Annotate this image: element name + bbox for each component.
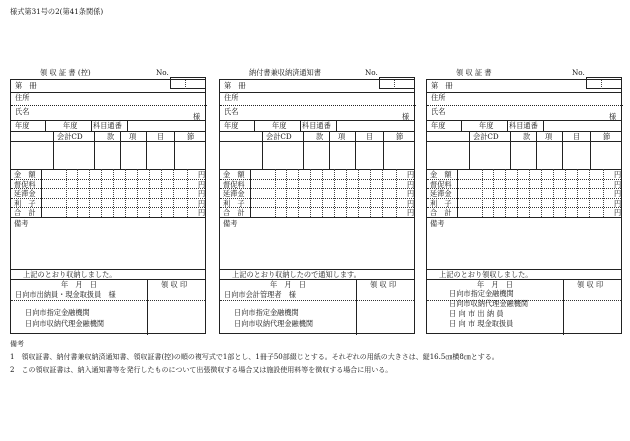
digit-divider (577, 169, 578, 217)
nendo-label: 年度 (15, 121, 30, 130)
notes-heading: 備考 (10, 340, 24, 348)
nendo2-label: 年度 (272, 121, 287, 130)
seal-label: 領 収 印 (161, 280, 188, 289)
statement: 上記のとおり領収しました。 (439, 270, 533, 279)
kamoku-end (543, 120, 544, 131)
column-divider (562, 131, 563, 169)
column-divider (383, 131, 384, 169)
kou-header: 項 (338, 132, 346, 141)
digit-divider (137, 169, 138, 217)
moku-header: 目 (573, 132, 581, 141)
digit-divider (589, 169, 590, 217)
digit-divider (529, 169, 530, 217)
row-label-divider (41, 169, 42, 217)
remarks-label: 備考 (430, 219, 445, 228)
grid-line (11, 300, 205, 301)
name-divider (11, 105, 207, 106)
issuer-line-1: 日向市出納員・現金取扱員 様 (15, 290, 116, 299)
note-item-1: 1 領収証書、納付書兼収納済通知書、領収証書(控)の順の複写式で1部とし、1冊子50部綴じとする。それぞれの用紙の大きさは、縦16.5㎝横8㎝とする。 (10, 353, 499, 361)
digit-divider (113, 169, 114, 217)
digit-divider (382, 169, 383, 217)
grid-line (427, 141, 621, 142)
no-label: No. (572, 68, 585, 77)
digit-divider (346, 169, 347, 217)
grid-line (11, 92, 205, 93)
digit-divider (517, 169, 518, 217)
seal-label: 領 収 印 (577, 280, 604, 289)
yen-label: 円 (407, 208, 415, 217)
no-label: No. (156, 68, 169, 77)
nendo-divider (461, 120, 462, 131)
name-divider (427, 105, 623, 106)
remarks-label: 備考 (223, 219, 238, 228)
yen-label: 円 (198, 170, 206, 179)
digit-divider (553, 169, 554, 217)
statement: 上記のとおり収納しました。 (23, 270, 117, 279)
column-divider (94, 131, 95, 169)
grid-line (427, 217, 621, 218)
panel-title: 納付書兼収納済通知書 (249, 68, 321, 77)
column-divider (174, 131, 175, 169)
digit-divider (322, 169, 323, 217)
amount-row-label: 金 額 (223, 170, 245, 179)
kamoku-label: 科目通番 (93, 121, 122, 130)
moku-header: 目 (366, 132, 374, 141)
grid-line (220, 92, 414, 93)
yen-label: 円 (198, 198, 206, 208)
issuer-line-2: 日向市指定金融機関 (234, 308, 299, 317)
amount-row-label: 合 計 (223, 208, 245, 217)
amount-row-label: 合 計 (430, 208, 452, 217)
digit-divider (482, 169, 483, 217)
digit-divider (101, 169, 102, 217)
column-divider (510, 131, 511, 169)
amount-row-label: 利 子 (14, 198, 36, 208)
yen-label: 円 (614, 198, 622, 208)
amount-row-label: 利 子 (430, 198, 452, 208)
name-label: 氏名 (431, 107, 446, 116)
digit-divider (77, 169, 78, 217)
nendo2-label: 年度 (63, 121, 78, 130)
digit-divider (370, 169, 371, 217)
moku-header: 目 (157, 132, 165, 141)
ledger-label: 第 冊 (224, 81, 246, 90)
setsu-header: 節 (187, 132, 195, 141)
code-header: 会計CD (473, 132, 499, 141)
issuer-line-2: 日向市収納代理金融機関 (449, 299, 529, 308)
seal-label: 領 収 印 (370, 280, 397, 289)
seal-divider (356, 279, 357, 335)
yen-label: 円 (198, 189, 206, 198)
kamoku-end (336, 120, 337, 131)
kamoku-divider (300, 120, 301, 131)
panel-title: 領 収 証 書 (456, 68, 492, 77)
amount-row-label: 合 計 (14, 208, 36, 217)
kou-header: 項 (545, 132, 553, 141)
row-label-divider (250, 169, 251, 217)
issuer-line-2: 日向市指定金融機関 (25, 308, 90, 317)
digit-divider (505, 169, 506, 217)
kamoku-end (127, 120, 128, 131)
no-label: No. (365, 68, 378, 77)
column-divider (120, 131, 121, 169)
form-title: 様式第31号の2(第41条関係) (10, 7, 104, 16)
digit-divider (125, 169, 126, 217)
grid-line (11, 217, 205, 218)
ledger-label: 第 冊 (15, 81, 37, 90)
name-label: 氏名 (15, 107, 30, 116)
seal-divider (147, 279, 148, 335)
code-header: 会計CD (266, 132, 292, 141)
yen-label: 円 (614, 208, 622, 217)
column-divider (303, 131, 304, 169)
note-item-2: 2 この領収証書は、納入通知書等を発行したものについて出張徴収する場合又は施設使用料等を徴収する場合に用いる。 (10, 366, 393, 374)
column-divider (355, 131, 356, 169)
receipt-panel (426, 79, 622, 334)
nendo-divider (45, 120, 46, 131)
amount-row-label: 利 子 (223, 198, 245, 208)
column-divider (590, 131, 591, 169)
ledger-label: 第 冊 (431, 81, 453, 90)
digit-divider (541, 169, 542, 217)
date-label: 年 月 日 (270, 280, 306, 289)
sama-label: 様 (193, 112, 201, 121)
issuer-line-4: 日 向 市 現金取扱員 (449, 319, 514, 328)
issuer-line-3: 日 向 市 出 納 員 (449, 309, 504, 318)
kamoku-divider (91, 120, 92, 131)
kamoku-label: 科目通番 (302, 121, 331, 130)
statement: 上記のとおり収納したので通知します。 (232, 270, 361, 279)
yen-label: 円 (198, 208, 206, 217)
column-divider (469, 131, 470, 169)
yen-label: 円 (614, 189, 622, 198)
digit-divider (334, 169, 335, 217)
digit-divider (298, 169, 299, 217)
yen-label: 円 (198, 179, 206, 189)
column-divider (262, 131, 263, 169)
kou-header: 項 (129, 132, 137, 141)
yen-label: 円 (407, 170, 415, 179)
address-label: 住所 (15, 93, 30, 102)
nendo-label: 年度 (224, 121, 239, 130)
kamoku-label: 科目通番 (509, 121, 538, 130)
grid-line (11, 141, 205, 142)
seal-divider (563, 279, 564, 335)
column-divider (146, 131, 147, 169)
amount-row-label: 督促料 (14, 179, 36, 189)
digit-divider (161, 169, 162, 217)
issuer-line-1: 日向市指定金融機関 (449, 289, 514, 298)
yen-label: 円 (614, 179, 622, 189)
receipt-panel (219, 79, 415, 334)
name-label: 氏名 (224, 107, 239, 116)
issuer-line-3: 日向市収納代理金融機関 (25, 319, 105, 328)
kamoku-divider (507, 120, 508, 131)
digit-divider (493, 169, 494, 217)
digit-divider (66, 169, 67, 217)
grid-line (427, 92, 621, 93)
digit-divider (310, 169, 311, 217)
panel-title: 領 収 証 書 (控) (40, 68, 91, 77)
amount-row-label: 延滞金 (430, 189, 452, 198)
setsu-header: 節 (396, 132, 404, 141)
kan-header: 款 (107, 132, 115, 141)
digit-divider (286, 169, 287, 217)
amount-row-label: 延滞金 (223, 189, 245, 198)
name-divider (220, 105, 416, 106)
amount-row-label: 金 額 (430, 170, 452, 179)
column-divider (329, 131, 330, 169)
date-label: 年 月 日 (61, 280, 97, 289)
digit-divider (603, 169, 604, 217)
kan-header: 款 (523, 132, 531, 141)
column-divider (536, 131, 537, 169)
setsu-header: 節 (603, 132, 611, 141)
receipt-panel (10, 79, 206, 334)
digit-divider (275, 169, 276, 217)
digit-divider (89, 169, 90, 217)
sama-label: 様 (402, 112, 410, 121)
digit-divider (358, 169, 359, 217)
row-label-divider (457, 169, 458, 217)
sama-label: 様 (609, 112, 617, 121)
yen-label: 円 (407, 179, 415, 189)
digit-divider (396, 169, 397, 217)
digit-divider (565, 169, 566, 217)
issuer-line-3: 日向市収納代理金融機関 (234, 319, 314, 328)
address-label: 住所 (431, 93, 446, 102)
kan-header: 款 (316, 132, 324, 141)
issuer-line-1: 日向市会計管理者 様 (224, 290, 296, 299)
digit-divider (187, 169, 188, 217)
date-label: 年 月 日 (477, 280, 513, 289)
grid-line (220, 217, 414, 218)
remarks-label: 備考 (14, 219, 29, 228)
amount-row-label: 督促料 (430, 179, 452, 189)
yen-label: 円 (407, 189, 415, 198)
nendo2-label: 年度 (479, 121, 494, 130)
grid-line (220, 300, 414, 301)
address-label: 住所 (224, 93, 239, 102)
nendo-label: 年度 (431, 121, 446, 130)
digit-divider (149, 169, 150, 217)
yen-label: 円 (407, 198, 415, 208)
column-divider (53, 131, 54, 169)
amount-row-label: 金 額 (14, 170, 36, 179)
code-header: 会計CD (57, 132, 83, 141)
amount-row-label: 督促料 (223, 179, 245, 189)
amount-row-label: 延滞金 (14, 189, 36, 198)
yen-label: 円 (614, 170, 622, 179)
digit-divider (173, 169, 174, 217)
grid-line (220, 141, 414, 142)
nendo-divider (254, 120, 255, 131)
